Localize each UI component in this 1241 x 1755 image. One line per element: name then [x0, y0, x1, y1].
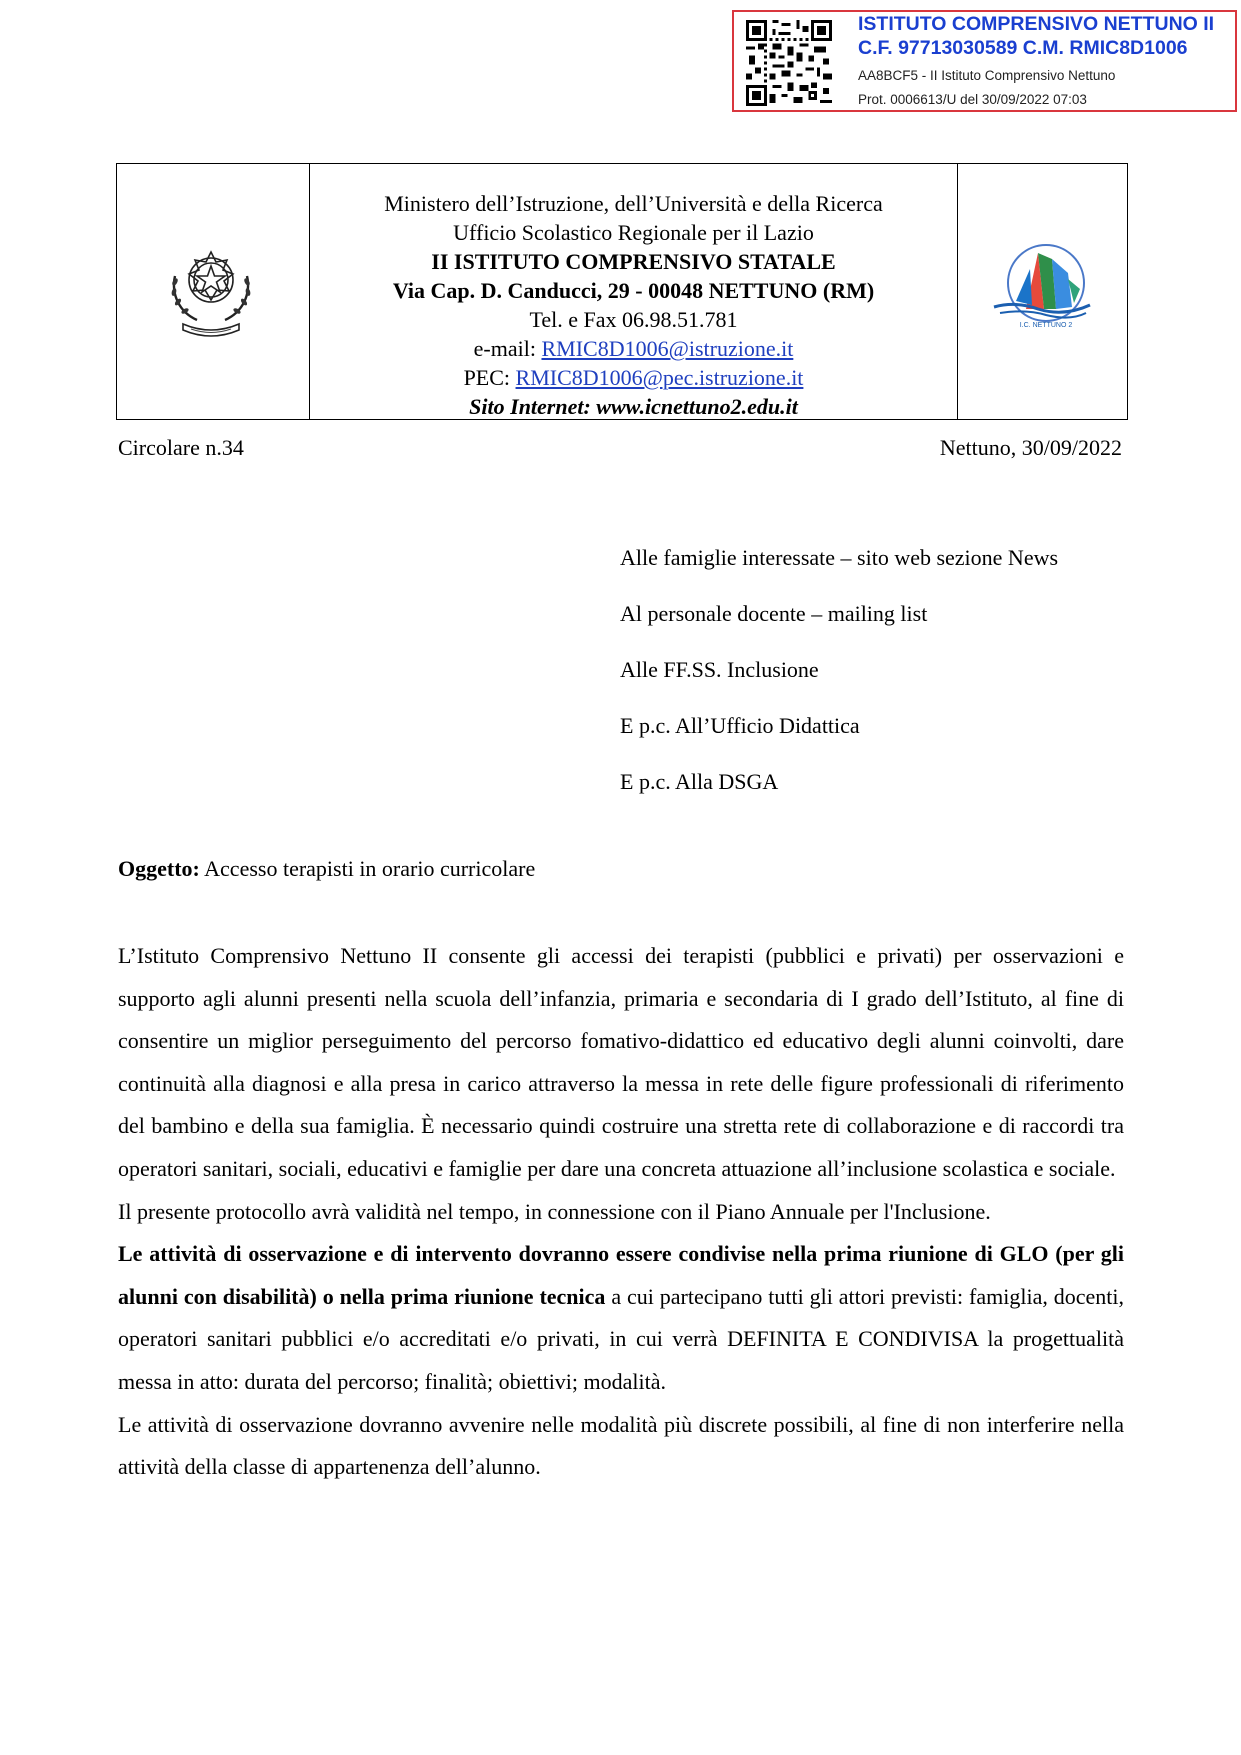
recipients-list [620, 545, 1058, 825]
stamp-aoo: AA8BCF5 - II Istituto Comprensivo Nettuno [858, 68, 1116, 83]
stamp-school-name: ISTITUTO COMPRENSIVO NETTUNO II [858, 13, 1215, 35]
protocol-stamp [732, 10, 1237, 112]
subject-line [118, 856, 535, 882]
letter-body [118, 935, 1124, 1489]
place-date: Nettuno, 30/09/2022 [939, 435, 1122, 460]
school-address: Via Cap. D. Canducci, 29 - 00048 NETTUNO (RM) [392, 278, 875, 303]
school-phone: Tel. e Fax 06.98.51.781 [529, 307, 738, 332]
ministry-name: Ministero dell’Istruzione, dell’Università e della Ricerca [384, 191, 883, 216]
subject-text: Accesso terapisti in orario curricolare [199, 856, 536, 881]
italian-republic-emblem-icon [161, 246, 261, 342]
recipient-teachers: Al personale docente – mailing list [620, 601, 928, 626]
stamp-fiscal-code: C.F. 97713030589 C.M. RMIC8D1006 [858, 37, 1188, 59]
school-name: II ISTITUTO COMPRENSIVO STATALE [431, 249, 836, 274]
qr-code-icon [746, 20, 832, 106]
body-paragraph-2: Il presente protocollo avrà validità nel tempo, in connessione con il Piano Annuale per l'Inclusione. [118, 1198, 991, 1224]
recipient-families: Alle famiglie interessate – sito web sezione News [620, 545, 1059, 570]
pec-line [310, 363, 957, 392]
body-paragraph-4: Le attività di osservazione dovranno avvenire nelle modalità più discrete possibili, al fine di non interferire nella attività della classe di appartenenza dell’alunno. [118, 1411, 1124, 1480]
body-paragraph-3-rest: a cui partecipano tutti gli attori previsti: famiglia, docenti, operatori sanitari pubblici e/o accreditati e/o privati, in cui verrà DEFINITA E CONDIVISA la progettualità messa in atto: durata del percorso; finalità; obiettivi; modalità. [118, 1283, 1125, 1394]
body-paragraph-3-bold: Le attività di osservazione e di intervento dovranno essere condivise nella prima riunione di GLO (per gli alunni con disabilità) o nella prima riunione tecnica [118, 1241, 1124, 1309]
regional-office: Ufficio Scolastico Regionale per il Lazio [453, 220, 814, 245]
website-line: Sito Internet: www.icnettuno2.edu.it [469, 394, 798, 419]
stamp-text [858, 12, 1238, 107]
email-label: e-mail: [473, 336, 542, 361]
letterhead-right-cell [957, 164, 1127, 419]
body-paragraph-1: L’Istituto Comprensivo Nettuno II consente gli accessi dei terapisti (pubblici e privati) per osservazioni e supporto agli alunni presenti nella scuola dell’infanzia, primaria e secondaria di I grado dell’Istituto, al fine di consentire un miglior perseguimento del percorso fomativo-didattico ed educativo degli alunni coinvolti, dare continuità alla diagnosi e alla presa in carico attraverso la messa in rete delle figure professionali di riferimento del bambino e della sua famiglia. È necessario quindi costruire una stretta rete di collaborazione e di raccordi tra operatori sanitari, sociali, educativi e famiglie per dare una concreta attuazione all’inclusione scolastica e sociale. [118, 943, 1124, 1181]
school-logo-text: I.C. NETTUNO 2 [1019, 322, 1073, 329]
circular-number: Circolare n.34 [118, 435, 244, 460]
letterhead-table [116, 163, 1128, 420]
body-paragraph-3 [118, 1233, 1124, 1403]
pec-label: PEC: [463, 365, 516, 390]
school-sailboat-logo-icon [986, 239, 1098, 339]
email-line [310, 334, 957, 363]
subject-label: Oggetto: [118, 856, 200, 881]
letterhead-text [310, 164, 957, 419]
letterhead-left-cell [117, 164, 310, 419]
pec-link[interactable]: RMIC8D1006@pec.istruzione.it [515, 365, 804, 390]
email-link[interactable]: RMIC8D1006@istruzione.it [541, 336, 794, 361]
stamp-protocol-number: Prot. 0006613/U del 30/09/2022 07:03 [858, 92, 1087, 107]
recipient-didactic-office: E p.c. All’Ufficio Didattica [620, 713, 860, 738]
recipient-dsga: E p.c. Alla DSGA [620, 769, 779, 794]
recipient-inclusion: Alle FF.SS. Inclusione [620, 657, 819, 682]
